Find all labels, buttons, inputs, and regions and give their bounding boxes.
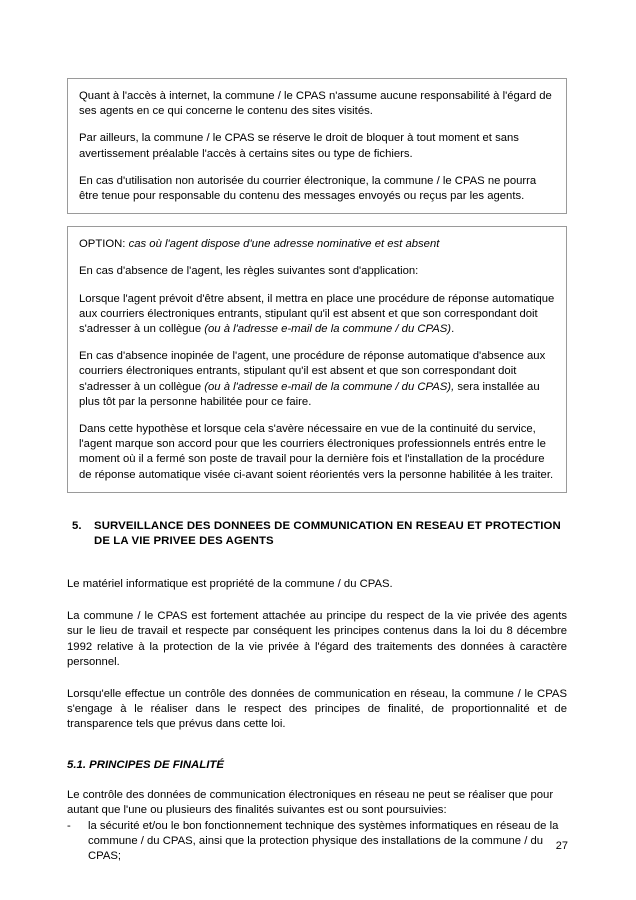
box1-paragraph-3: En cas d'utilisation non autorisée du courrier électronique, la commune / le CPAS ne pourra être tenue pour responsable du contenu des messages envoyés ou reçus par les agents. (79, 174, 537, 203)
unplanned-absence-text-a: En cas d'absence inopinée de l'agent, une procédure de réponse automatique d'absence aux courriers électroniques entrants, stipulant qu'il est absent et que son correspondant doit s'adresser à un collègue (79, 350, 546, 393)
section-5-1-heading: 5.1. PRINCIPES DE FINALITÉ (67, 758, 224, 771)
spacer (67, 733, 567, 758)
list-item (67, 819, 567, 865)
page-content (67, 78, 567, 864)
callout-box-option-absence (67, 226, 567, 493)
spacer (67, 670, 567, 687)
section-5-paragraph-3: Lorsqu'elle effectue un contrôle des données de communication en réseau, la commune / le CPAS s'engage à le réaliser dans le respect des principes de finalité, de proportionnalité et de transparence tels que prévus dans cette loi. (67, 688, 567, 731)
spacer (67, 550, 567, 577)
planned-absence-text-a: Lorsque l'agent prévoit d'être absent, il mettra en place une procédure de réponse automatique aux courriers électroniques entrants, stipulant qu'il est absent et que son correspondant doit s'adresser à un collègue (79, 292, 555, 336)
spacer (67, 773, 567, 788)
box1-paragraph-1: Quant à l'accès à internet, la commune / le CPAS n'assume aucune responsabilité à l'égard de ses agents en ce qui concerne le contenu des sites visités. (79, 90, 552, 118)
planned-absence-text-b: . (451, 323, 455, 336)
body-section (67, 519, 567, 864)
page-number: 27 (555, 840, 568, 852)
section-5-title: SURVEILLANCE DES DONNEES DE COMMUNICATION EN RESEAU ET PROTECTION DE LA VIE PRIVEE DES AGENTS (94, 519, 561, 548)
unplanned-absence-text-b: sera installée au plus tôt par la personne habilitée pour ce faire. (79, 380, 540, 408)
section-5-heading (72, 519, 567, 550)
spacer (67, 592, 567, 609)
box2-paragraph-continuity: Dans cette hypothèse et lorsque cela s'avère nécessaire en vue de la continuité du service, l'agent marque son accord pour que les courriers électroniques professionnels entrés entre le moment où il a fermé son poste de travail pour la dernière fois et l'installation de la procédure de réponse automatique visée ci-avant soient réorientés vers la personne habilitée à les traiter. (79, 423, 554, 481)
box1-paragraph-2: Par ailleurs, la commune / le CPAS se réserve le droit de bloquer à tout moment et sans avertissement préalable l'accès à certains sites ou type de fichiers. (79, 132, 519, 160)
section-5-1-intro: Le contrôle des données de communication électroniques en réseau ne peut se réaliser que pour autant que l'une ou plusieurs des finalités suivantes est ou sont poursuivies: (67, 789, 554, 817)
finality-list (67, 819, 567, 865)
box2-paragraph-unplanned-absence (79, 349, 555, 410)
box2-paragraph-planned-absence (79, 292, 555, 338)
option-description: cas où l'agent dispose d'une adresse nominative et est absent (125, 238, 440, 251)
callout-box-internet-access (67, 78, 567, 214)
list-bullet-dash: - (67, 819, 71, 832)
list-item-text: la sécurité et/ou le bon fonctionnement technique des systèmes informatiques en réseau de la commune / du CPAS, ainsi que la protection physique des installations de la commune / du CPAS; (88, 819, 559, 863)
box2-paragraph-rules: En cas d'absence de l'agent, les règles suivantes sont d'application: (79, 265, 419, 278)
section-5-number: 5. (72, 519, 82, 532)
section-5-paragraph-1: Le matériel informatique est propriété de la commune / du CPAS. (67, 578, 393, 591)
option-label: OPTION: (79, 238, 126, 251)
box2-option-line (79, 237, 555, 252)
section-5-paragraph-2: La commune / le CPAS est fortement attachée au principe du respect de la vie privée des agents sur le lieu de travail et respecte par conséquent les principes contenus dans la loi du 8 décembre 1992 relative à la protection de la vie privée à l'égard des traitements des données à caractère personnel. (67, 610, 567, 668)
planned-absence-italic: (ou à l'adresse e-mail de la commune / du CPAS) (204, 323, 452, 336)
unplanned-absence-italic: (ou à l'adresse e-mail de la commune / du CPAS), (204, 380, 455, 393)
